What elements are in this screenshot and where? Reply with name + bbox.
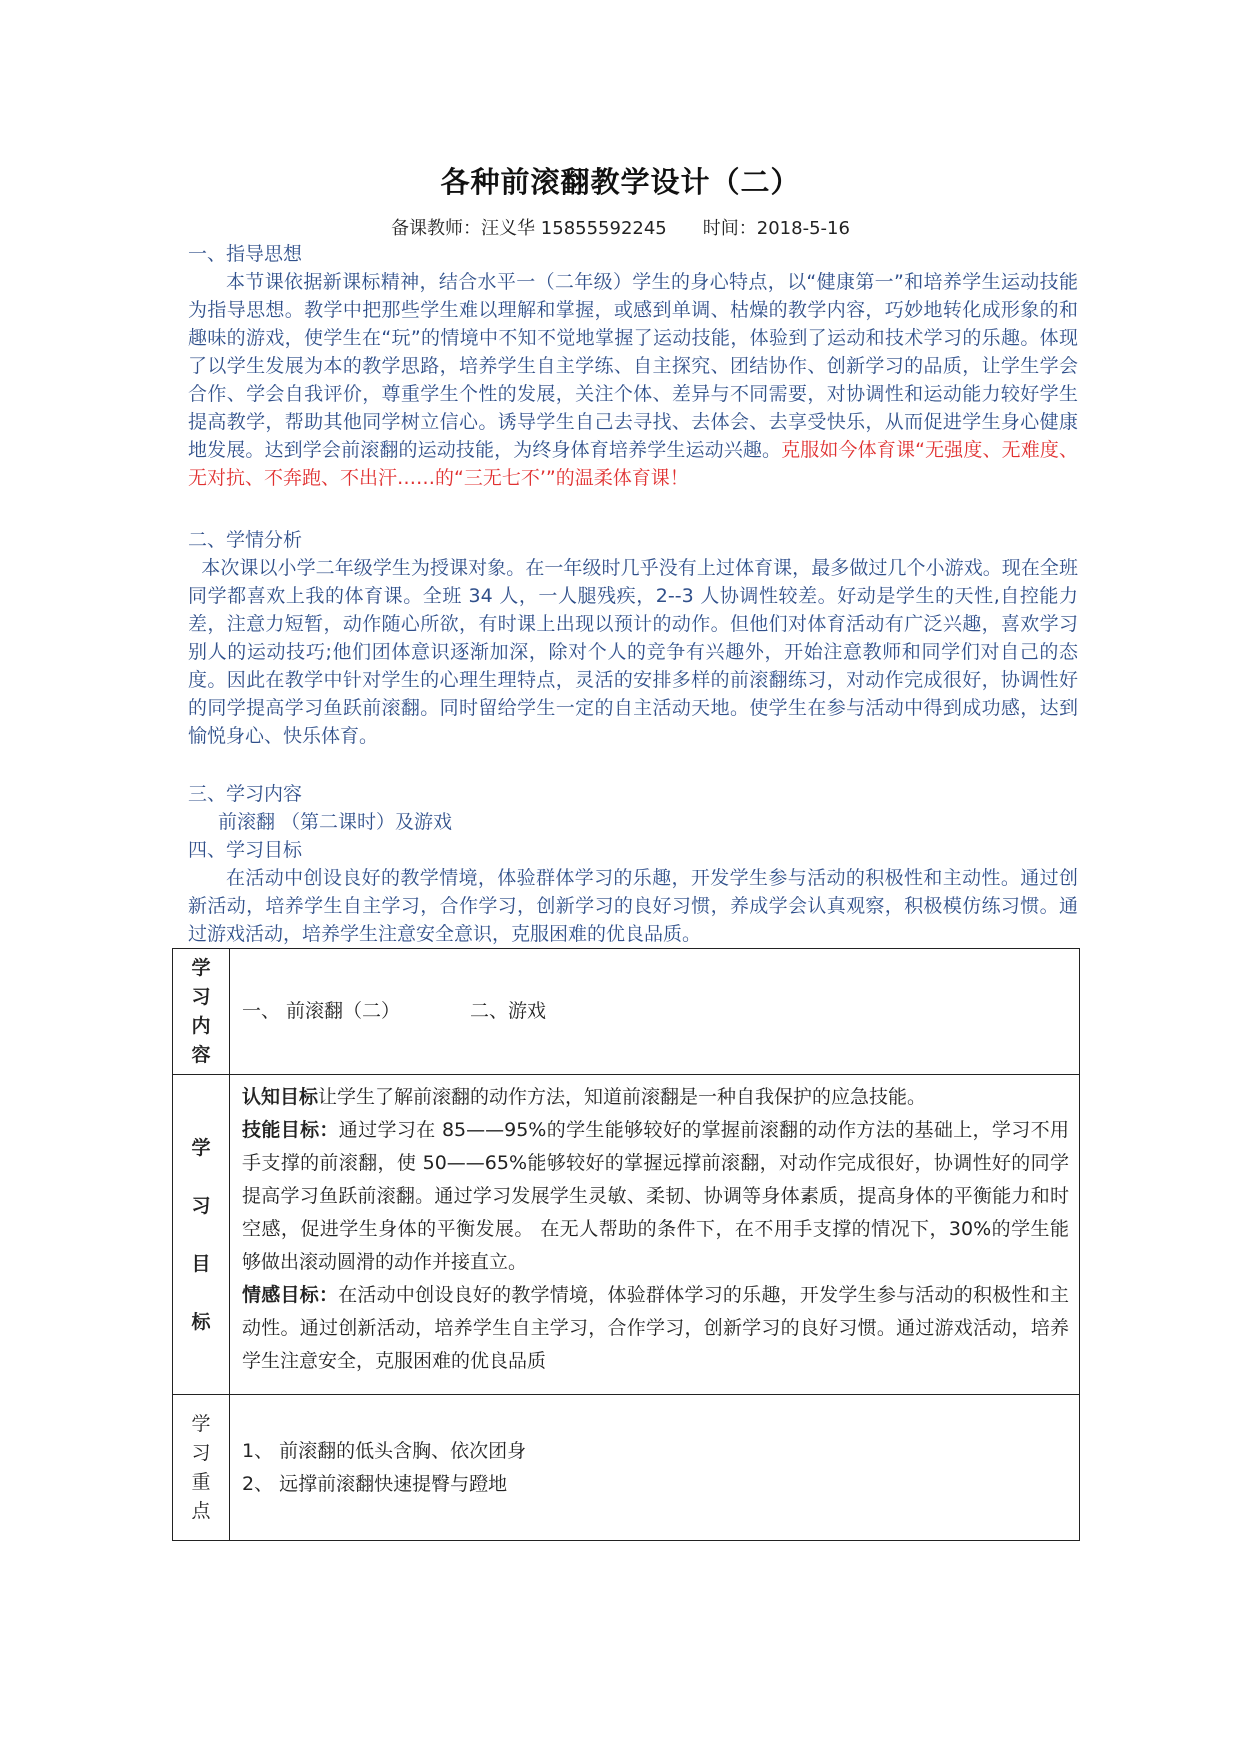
content-item: 一、 前滚翻（二） — [242, 1000, 401, 1022]
lesson-plan-table — [172, 948, 1080, 1541]
content-item: 二、游戏 — [470, 1000, 547, 1022]
key-points-cell — [230, 1395, 1080, 1541]
section-heading: 二、学情分析 — [188, 529, 303, 551]
section-paragraph: 在活动中创设良好的教学情境，体验群体学习的乐趣，开发学生参与活动的积极性和主动性。通过创新活动，培养学生自主学习，合作学习，创新学习的良好习惯，养成学会认真观察，积极模仿练习惯。通过游戏活动，培养学生注意安全意识，克服困难的优良品质。 — [188, 867, 1078, 945]
section-paragraph: 前滚翻 （第二课时）及游戏 — [218, 811, 453, 833]
emotional-goal: 情感目标：在活动中创设良好的教学情境，体验群体学习的乐趣，开发学生参与活动的积极性和主动性。通过创新活动，培养学生自主学习，合作学习，创新学习的良好习惯。通过游戏活动，培养学生注意安全，克服困难的优良品质 — [242, 1284, 1069, 1372]
table-row — [173, 1075, 1080, 1395]
section-student-analysis — [188, 526, 1078, 750]
teacher-info: 备课教师：汪义华 15855592245 — [391, 218, 667, 239]
cognitive-goal: 认知目标让学生了解前滚翻的动作方法，知道前滚翻是一种自我保护的应急技能。 — [242, 1086, 927, 1108]
section-heading: 四、学习目标 — [188, 839, 303, 861]
document-subtitle — [0, 214, 1241, 240]
row-label-learning-content: 学 习 内 容 — [173, 949, 230, 1075]
paragraph-highlight-text: 克服如今体育课“无强度、无难度、无对抗、不奔跑、不出汗……的“三无七不’”的温柔体育课！ — [188, 439, 1078, 489]
row-label-key-points: 学 习 重 点 — [173, 1395, 230, 1541]
row-label-learning-goals: 学 习 目 标 — [173, 1075, 230, 1395]
table-row — [173, 949, 1080, 1075]
table-row — [173, 1395, 1080, 1541]
section-learning-goals — [188, 836, 1078, 948]
section-heading: 三、学习内容 — [188, 783, 303, 805]
content-cell — [230, 949, 1080, 1075]
section-guiding-ideology — [188, 240, 1078, 492]
goals-cell — [230, 1075, 1080, 1395]
list-item: 2、 远撑前滚翻快速提臀与蹬地 — [242, 1472, 508, 1495]
section-paragraph: 本次课以小学二年级学生为授课对象。在一年级时几乎没有上过体育课，最多做过几个小游戏。现在全班同学都喜欢上我的体育课。全班 34 人，一人腿残疾，2--3 人协调性较差。好动是学生的天性,自控能力差，注意力短暂，动作随心所欲，有时课上出现以预计的动作。但他们对体育活动有广泛兴趣，喜欢学习别人的运动技巧;他们团体意识逐渐加深，除对个人的竞争有兴趣外，开始注意教师和同学们对自己的态度。因此在教学中针对学生的心理生理特点，灵活的安排多样的前滚翻练习，对动作完成很好，协调性好的同学提高学习鱼跃前滚翻。同时留给学生一定的自主活动天地。使学生在参与活动中得到成功感，达到愉悦身心、快乐体育。 — [188, 557, 1078, 747]
paragraph-text: 本节课依据新课标精神，结合水平一（二年级）学生的身心特点，以“健康第一”和培养学生运动技能为指导思想。教学中把那些学生难以理解和掌握，或感到单调、枯燥的教学内容，巧妙地转化成形象的和趣味的游戏，使学生在“玩”的情境中不知不觉地掌握了运动技能，体验到了运动和技术学习的乐趣。体现了以学生发展为本的教学思路，培养学生自主学练、自主探究、团结协作、创新学习的品质，让学生学会合作、学会自我评价，尊重学生个性的发展，关注个体、差异与不同需要，对协调性和运动能力较好学生提高教学，帮助其他同学树立信心。诱导学生自己去寻找、去体会、去享受快乐，从而促进学生身心健康地发展。达到学会前滚翻的运动技能，为终身体育培养学生运动兴趣。 — [188, 271, 1078, 461]
section-heading: 一、指导思想 — [188, 243, 303, 265]
section-learning-content — [188, 780, 1078, 836]
section-paragraph — [188, 268, 1078, 492]
date-info: 时间：2018-5-16 — [702, 218, 850, 239]
document-title: 各种前滚翻教学设计（二） — [440, 165, 801, 199]
list-item: 1、 前滚翻的低头含胸、依次团身 — [242, 1439, 527, 1462]
skill-goal: 技能目标：通过学习在 85——95%的学生能够较好的掌握前滚翻的动作方法的基础上，学习不用手支撑的前滚翻，使 50——65%能够较好的掌握远撑前滚翻，对动作完成很好，协调性好的同学提高学习鱼跃前滚翻。通过学习发展学生灵敏、柔韧、协调等身体素质，提高身体的平衡能力和时空感，促进学生身体的平衡发展。 在无人帮助的条件下，在不用手支撑的情况下，30%的学生能够做出滚动圆滑的动作并接直立。 — [242, 1119, 1069, 1273]
